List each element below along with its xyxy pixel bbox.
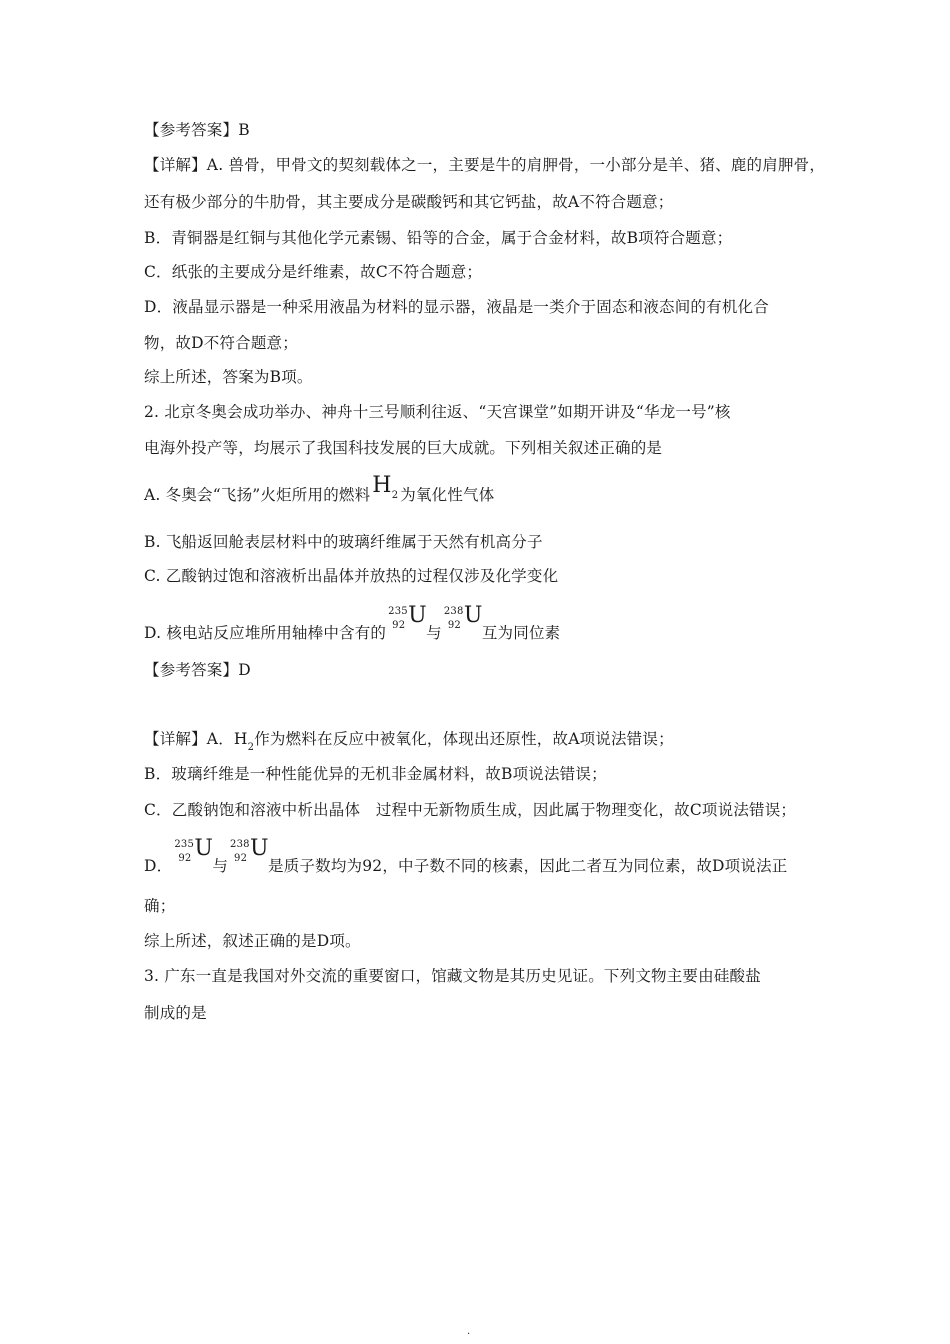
q2-answer: 【参考答案】D <box>144 661 251 679</box>
q1-detail-line: B．青铜器是红铜与其他化学元素锡、铅等的合金，属于合金材料，故B项符合题意； <box>144 229 733 247</box>
q2-detail-c: C．乙酸钠饱和溶液中析出晶体 过程中无新物质生成，因此属于物理变化，故C项说法错误； <box>144 801 797 819</box>
q2-stem-line: 2. 北京冬奥会成功举办、神舟十三号顺利往返、“天宫课堂”如期开讲及“华龙一号”核 <box>144 403 731 421</box>
q2-detail-a: 【详解】A．$H_2$作为燃料在反应中被氧化，体现出还原性，故A项说法错误； <box>144 730 674 753</box>
q1-detail-line: C．纸张的主要成分是纤维素，故C不符合题意； <box>144 263 483 281</box>
q2-detail-d: D． 235 92 U 与 238 92 U 是质子数均为92，中子数不同的核素，因此二者互为同位素，故D项说法正 <box>144 836 788 875</box>
q1-summary: 综上所述，答案为B项。 <box>144 368 313 386</box>
u235-nuclide: 235 92 U <box>388 603 427 631</box>
q2-detail-b: B．玻璃纤维是一种性能优异的无机非金属材料，故B项说法错误； <box>144 765 607 783</box>
q2-option-c: C. 乙酸钠过饱和溶液析出晶体并放热的过程仅涉及化学变化 <box>144 567 559 585</box>
u238-nuclide: 238 92 U <box>230 836 269 864</box>
q1-answer: 【参考答案】B <box>144 121 250 139</box>
q2-option-a: A. 冬奥会“飞扬”火炬所用的燃料$H_2$ 为氧化性气体 <box>144 473 495 504</box>
q1-detail-line: 还有极少部分的牛肋骨，其主要成分是碳酸钙和其它钙盐，故A不符合题意； <box>144 193 674 211</box>
u235-nuclide: 235 92 U <box>174 836 214 864</box>
q3-stem-line: 制成的是 <box>144 1004 207 1022</box>
q1-detail-line: 物，故D不符合题意； <box>144 334 298 352</box>
q2-option-b: B. 飞船返回舱表层材料中的玻璃纤维属于天然有机高分子 <box>144 533 543 551</box>
u238-nuclide: 238 92 U <box>443 603 483 631</box>
q3-stem-line: 3. 广东一直是我国对外交流的重要窗口，馆藏文物是其历史见证。下列文物主要由硅酸盐 <box>144 967 761 985</box>
h2-formula: $H_2$ <box>372 473 399 501</box>
q2-summary: 综上所述，叙述正确的是D项。 <box>144 932 361 950</box>
q1-detail-line: D．液晶显示器是一种采用液晶为材料的显示器，液晶是一类介于固态和液态间的有机化合 <box>144 298 769 316</box>
footer-dot: . <box>467 1326 471 1337</box>
q2-detail-d-end: 确； <box>144 897 176 915</box>
q2-stem-line: 电海外投产等，均展示了我国科技发展的巨大成就。下列相关叙述正确的是 <box>144 439 663 457</box>
q2-option-d: D. 核电站反应堆所用轴棒中含有的 235 92 U 与 238 92 U 互为同位素 <box>144 603 561 642</box>
q1-detail-line: 【详解】A. 兽骨，甲骨文的契刻载体之一，主要是牛的肩胛骨，一小部分是羊、猪、鹿的肩胛骨， <box>144 156 826 174</box>
